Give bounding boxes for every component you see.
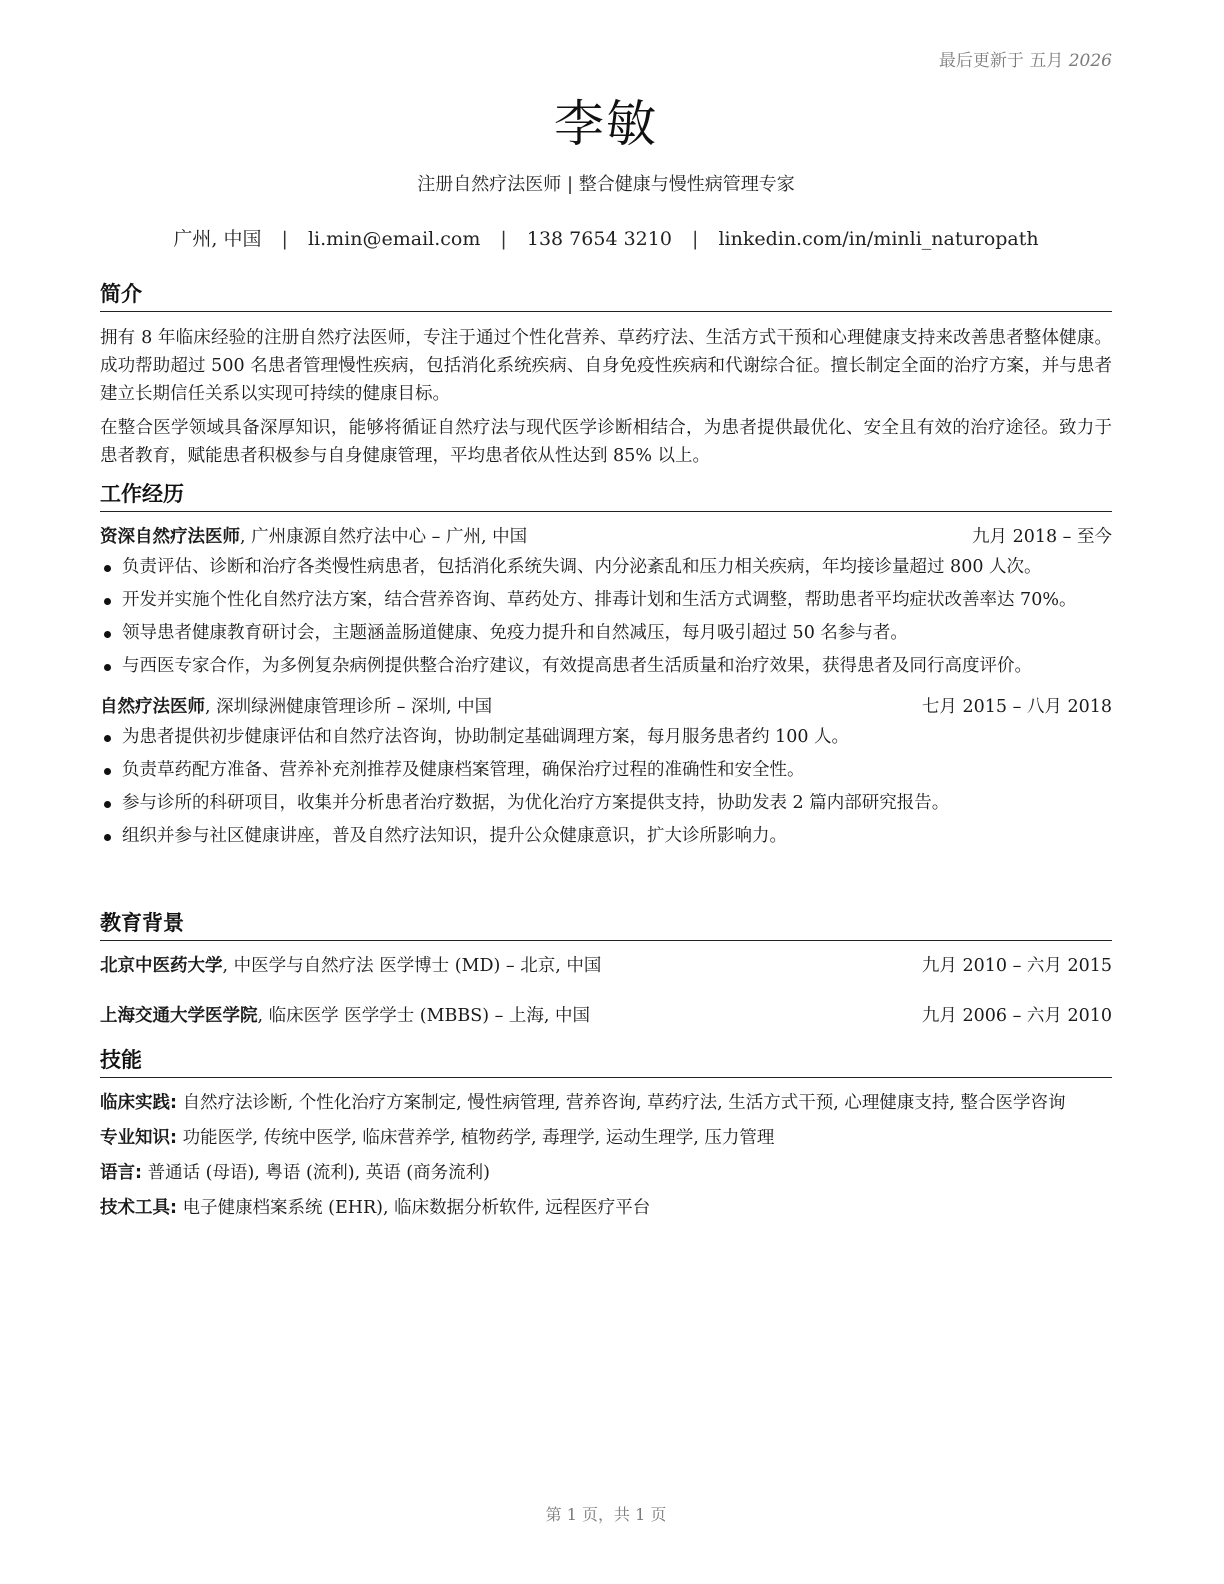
bullet-text: 参与诊所的科研项目，收集并分析患者治疗数据，为优化治疗方案提供支持，协助发表 2 篇内部研究报告。 <box>122 793 950 813</box>
contact-phone: 138 7654 3210 <box>526 228 672 250</box>
contact-location: 广州, 中国 <box>173 228 262 250</box>
skill-row <box>100 1160 1112 1187</box>
skill-label: 语言: <box>100 1163 142 1183</box>
summary-paragraph: 在整合医学领域具备深厚知识，能够将循证自然疗法与现代医学诊断相结合，为患者提供最优化、安全且有效的治疗途径。致力于患者教育，赋能患者积极参与自身健康管理，平均患者依从性达到 85% 以上。 <box>100 418 1112 466</box>
summary-paragraph: 拥有 8 年临床经验的注册自然疗法医师，专注于通过个性化营养、草药疗法、生活方式干预和心理健康支持来改善患者整体健康。成功帮助超过 500 名患者管理慢性疾病，包括消化系统疾病、自身免疫性疾病和代谢综合征。擅长制定全面的治疗方案，并与患者建立长期信任关系以实现可持续的健康目标。 <box>100 328 1112 404</box>
skill-label: 专业知识: <box>100 1128 177 1148</box>
page-footer: 第 1 页，共 1 页 <box>545 1505 667 1524</box>
job-dates: 九月 2018 – 至今 <box>972 527 1112 547</box>
bullet-text: 与西医专家合作，为多例复杂病例提供整合治疗建议，有效提高患者生活质量和治疗效果，获得患者及同行高度评价。 <box>122 656 1032 676</box>
bullet-text: 负责评估、诊断和治疗各类慢性病患者，包括消化系统失调、内分泌紊乱和压力相关疾病，年均接诊量超过 800 人次。 <box>122 557 1042 577</box>
skill-row <box>100 1125 1112 1152</box>
resume-page <box>100 0 1112 1584</box>
education-entry <box>100 953 1112 979</box>
contact-separator: | <box>281 228 288 250</box>
education-detail: , 临床医学 医学学士 (MBBS) – 上海, 中国 <box>257 1006 591 1026</box>
headline: 注册自然疗法医师 | 整合健康与慢性病管理专家 <box>417 174 795 195</box>
education-line <box>100 1003 590 1029</box>
education-dates: 九月 2006 – 六月 2010 <box>921 1006 1112 1026</box>
bullet-text: 领导患者健康教育研讨会，主题涵盖肠道健康、免疫力提升和自然减压，每月吸引超过 50 名参与者。 <box>122 623 908 643</box>
skill-value: 自然疗法诊断, 个性化治疗方案制定, 慢性病管理, 营养咨询, 草药疗法, 生活方式干预, 心理健康支持, 整合医学咨询 <box>177 1093 1066 1113</box>
skill-value: 电子健康档案系统 (EHR), 临床数据分析软件, 远程医疗平台 <box>177 1198 651 1218</box>
job-entry <box>100 694 1112 850</box>
experience-section <box>100 478 1112 856</box>
skills-section <box>100 1044 1112 1230</box>
bullet-dot-icon <box>104 834 111 841</box>
last-updated-year: 2026 <box>1068 51 1112 71</box>
contact-separator: | <box>500 228 507 250</box>
job-header <box>100 524 1112 550</box>
bullet-text: 为患者提供初步健康评估和自然疗法咨询，协助制定基础调理方案，每月服务患者约 100 人。 <box>122 727 850 747</box>
bullet-item <box>100 724 1112 751</box>
contact-linkedin[interactable]: linkedin.com/in/minli_naturopath <box>718 228 1039 250</box>
skill-row <box>100 1090 1112 1117</box>
bullet-dot-icon <box>104 735 111 742</box>
skill-value: 功能医学, 传统中医学, 临床营养学, 植物药学, 毒理学, 运动生理学, 压力管理 <box>177 1128 775 1148</box>
job-role: 自然疗法医师 <box>100 697 205 717</box>
job-org: , 广州康源自然疗法中心 – 广州, 中国 <box>240 527 528 547</box>
bullet-item <box>100 587 1112 614</box>
job-title-line <box>100 694 492 720</box>
bullet-dot-icon <box>104 565 111 572</box>
section-title-skills: 技能 <box>100 1044 1112 1078</box>
education-school: 北京中医药大学 <box>100 956 223 976</box>
education-section <box>100 907 1112 1029</box>
skill-label: 临床实践: <box>100 1093 177 1113</box>
bullet-dot-icon <box>104 631 111 638</box>
person-name: 李敏 <box>554 95 658 153</box>
skill-value: 普通话 (母语), 粤语 (流利), 英语 (商务流利) <box>142 1163 490 1183</box>
section-title-experience: 工作经历 <box>100 478 1112 512</box>
job-org: , 深圳绿洲健康管理诊所 – 深圳, 中国 <box>205 697 493 717</box>
last-updated-prefix: 最后更新于 <box>938 51 1024 71</box>
last-updated <box>939 46 1112 71</box>
summary-section <box>100 278 1112 476</box>
bullet-item <box>100 653 1112 680</box>
bullet-dot-icon <box>104 768 111 775</box>
bullet-text: 组织并参与社区健康讲座，普及自然疗法知识，提升公众健康意识，扩大诊所影响力。 <box>122 826 787 846</box>
contact-separator: | <box>691 228 699 250</box>
job-role: 资深自然疗法医师 <box>100 527 240 547</box>
skill-row <box>100 1195 1112 1222</box>
job-dates: 七月 2015 – 八月 2018 <box>921 697 1112 717</box>
education-school: 上海交通大学医学院 <box>100 1006 258 1026</box>
contact-line <box>100 224 1112 251</box>
education-line <box>100 953 601 979</box>
bullet-item <box>100 790 1112 817</box>
last-updated-month: 五月 <box>1029 51 1064 71</box>
bullet-item <box>100 554 1112 581</box>
job-entry <box>100 524 1112 680</box>
bullet-dot-icon <box>104 664 111 671</box>
education-detail: , 中医学与自然疗法 医学博士 (MD) – 北京, 中国 <box>222 956 602 976</box>
skill-label: 技术工具: <box>100 1198 177 1218</box>
job-header <box>100 694 1112 720</box>
education-entry <box>100 1003 1112 1029</box>
job-bullets <box>100 724 1112 850</box>
bullet-dot-icon <box>104 598 111 605</box>
bullet-item <box>100 620 1112 647</box>
education-dates: 九月 2010 – 六月 2015 <box>921 956 1112 976</box>
bullet-text: 开发并实施个性化自然疗法方案，结合营养咨询、草药处方、排毒计划和生活方式调整，帮助患者平均症状改善率达 70%。 <box>122 590 1077 610</box>
bullet-item <box>100 757 1112 784</box>
job-bullets <box>100 554 1112 680</box>
section-title-summary: 简介 <box>100 278 1112 312</box>
bullet-dot-icon <box>104 801 111 808</box>
job-title-line <box>100 524 527 550</box>
bullet-item <box>100 823 1112 850</box>
bullet-text: 负责草药配方准备、营养补充剂推荐及健康档案管理，确保治疗过程的准确性和安全性。 <box>122 760 805 780</box>
contact-email[interactable]: li.min@email.com <box>307 228 481 250</box>
section-title-education: 教育背景 <box>100 907 1112 941</box>
